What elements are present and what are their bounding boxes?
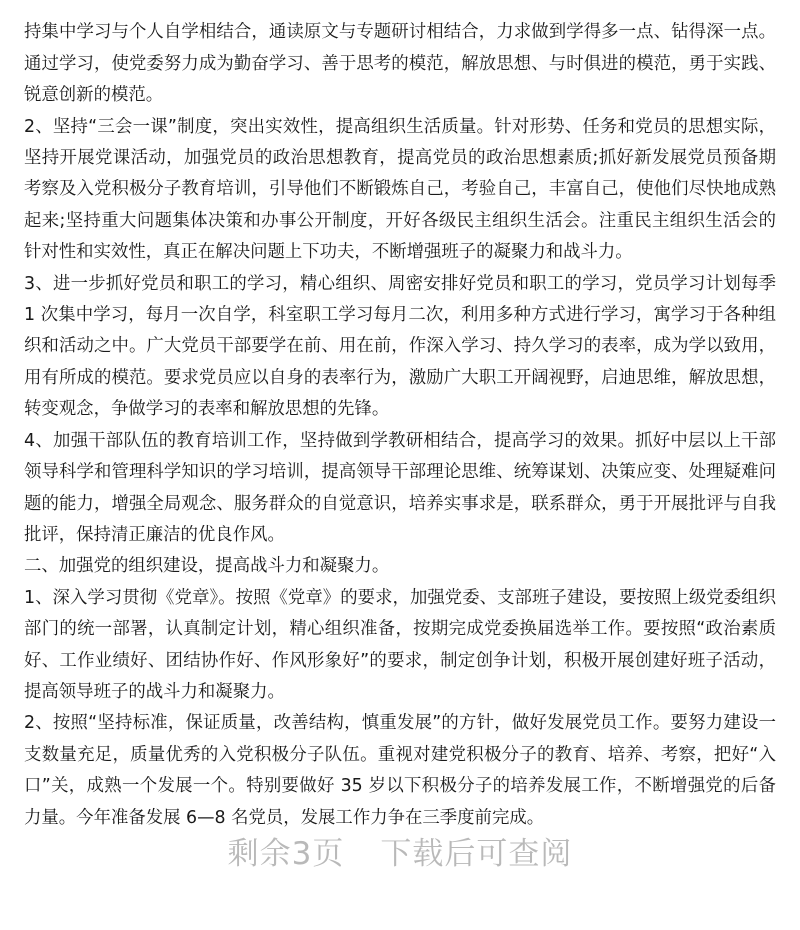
section-heading-organization: 二、加强党的组织建设，提高战斗力和凝聚力。 <box>24 556 390 577</box>
download-to-view-text: 下载后可查阅 <box>380 836 573 872</box>
paragraph-three-meetings-one-lesson: 2、坚持“三会一课”制度，突出实效性，提高组织生活质量。针对形势、任务和党员的思想实际，坚持开展党课活动，加强党员的政治思想教育，提高党员的政治思想素质;抓好新发展党员预备期考察及入党积极分子教育培训，引导他们不断锻炼自己，考验自己，丰富自己，使他们尽快地成熟起来;坚持重大问题集体决策和办事公开制度，开好各级民主组织生活会。注重民主组织生活会的针对性和实效性，真正在解决问题上下功夫，不断增强班子的凝聚力和战斗力。 <box>24 116 776 263</box>
paragraph-intro-continued: 持集中学习与个人自学相结合，通读原文与专题研讨相结合，力求做到学得多一点、钻得深一点。通过学习，使党委努力成为勤奋学习、善于思考的模范，解放思想、与时俱进的模范，勇于实践、锐意创新的模范。 <box>24 22 776 106</box>
paragraph-member-development: 2、按照“坚持标准，保证质量，改善结构，慎重发展”的方针，做好发展党员工作。要努力建设一支数量充足，质量优秀的入党积极分子队伍。重视对建党积极分子的教育、培养、考察，把好“入口”关，成熟一个发展一个。特别要做好 35 岁以下积极分子的培养发展工作，不断增强党的后备力量。今年准备发展 6—8 名党员，发展工作力争在三季度前完成。 <box>24 713 776 828</box>
document-body <box>24 0 776 834</box>
paragraph-member-study: 3、进一步抓好党员和职工的学习，精心组织、周密安排好党员和职工的学习，党员学习计划每季 1 次集中学习，每月一次自学，科室职工学习每月二次，利用多种方式进行学习，寓学习于各种组织和活动之中。广大党员干部要学在前、用在前，作深入学习、持久学习的表率，成为学以致用，用有所成的模范。要求党员应以自身的表率行为，激励广大职工开阔视野，启迪思维，解放思想，转变观念，争做学习的表率和解放思想的先锋。 <box>24 273 776 420</box>
paragraph-party-constitution: 1、深入学习贯彻《党章》。按照《党章》的要求，加强党委、支部班子建设，要按照上级党委组织部门的统一部署，认真制定计划，精心组织准备，按期完成党委换届选举工作。要按照“政治素质好、工作业绩好、团结协作好、作风形象好”的要求，制定创争计划，积极开展创建好班子活动，提高领导班子的战斗力和凝聚力。 <box>24 587 776 702</box>
paragraph-cadre-training: 4、加强干部队伍的教育培训工作，坚持做到学教研相结合，提高学习的效果。抓好中层以上干部领导科学和管理科学知识的学习培训，提高领导干部理论思维、统筹谋划、决策应变、处理疑难问题的能力，增强全局观念、服务群众的自觉意识，培养实事求是，联系群众，勇于开展批评与自我批评，保持清正廉洁的优良作风。 <box>24 430 776 545</box>
download-prompt[interactable] <box>0 824 800 884</box>
remaining-pages-text: 剩余3页 <box>227 836 345 872</box>
top-crop-mask <box>0 0 800 14</box>
